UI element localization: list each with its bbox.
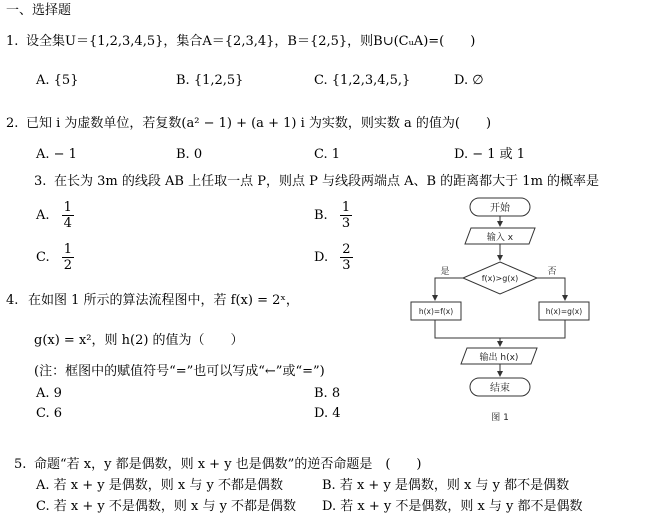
question-5-option-c: C. 若 x + y 不是偶数，则 x 与 y 不都是偶数 bbox=[36, 499, 297, 514]
option-label: B. bbox=[314, 208, 328, 223]
question-4-line-1: 在如图 1 所示的算法流程图中，若 f(x) = 2ˣ， bbox=[28, 293, 299, 308]
question-1-number: 1. bbox=[6, 34, 19, 49]
question-3-option-a bbox=[36, 200, 74, 231]
flowchart-figure bbox=[405, 192, 583, 428]
numerator: 1 bbox=[63, 242, 73, 257]
question-5-text: 命题“若 x，y 都是偶数，则 x + y 也是偶数”的逆否命题是 ( ) bbox=[34, 457, 422, 472]
denominator: 4 bbox=[63, 216, 72, 231]
fraction bbox=[340, 242, 352, 273]
question-4-option-d: D. 4 bbox=[314, 406, 341, 421]
fraction bbox=[62, 242, 74, 273]
numerator: 1 bbox=[341, 200, 351, 215]
flowchart-left-process-label: h(x)=f(x) bbox=[418, 307, 454, 316]
question-5-number: 5. bbox=[14, 457, 27, 472]
question-2-option-a: A. − 1 bbox=[36, 147, 77, 162]
flowchart-yes-label: 是 bbox=[440, 267, 450, 277]
denominator: 2 bbox=[63, 258, 73, 273]
question-3-option-d bbox=[314, 242, 353, 273]
question-4-number: 4. bbox=[6, 293, 19, 308]
denominator: 3 bbox=[341, 216, 351, 231]
question-2-text: 已知 i 为虚数单位，若复数(a² − 1) + (a + 1) i 为实数，则实数 a 的值为( ) bbox=[26, 116, 492, 131]
denominator: 3 bbox=[342, 258, 351, 273]
fraction bbox=[62, 200, 74, 231]
question-1-option-a: A. {5} bbox=[36, 73, 79, 88]
question-4-option-a: A. 9 bbox=[36, 386, 62, 401]
question-4-line-2: g(x) = x²，则 h(2) 的值为（ ） bbox=[34, 333, 244, 348]
numerator: 1 bbox=[63, 200, 72, 215]
question-5-option-b: B. 若 x + y 是偶数，则 x 与 y 都不是偶数 bbox=[322, 478, 570, 493]
question-2-option-c: C. 1 bbox=[314, 147, 341, 162]
question-2-option-d: D. − 1 或 1 bbox=[454, 147, 526, 162]
question-4-option-b: B. 8 bbox=[314, 386, 341, 401]
flowchart-end-label: 结束 bbox=[490, 383, 510, 394]
question-2-option-b: B. 0 bbox=[176, 147, 203, 162]
question-3-option-b bbox=[314, 200, 352, 231]
flowchart-condition-label: f(x)>g(x) bbox=[481, 274, 519, 283]
option-label: A. bbox=[36, 208, 50, 223]
question-4-option-c: C. 6 bbox=[36, 406, 63, 421]
question-5-option-a: A. 若 x + y 是偶数，则 x 与 y 不都是偶数 bbox=[36, 478, 283, 493]
question-1-option-b: B. {1,2,5} bbox=[176, 73, 244, 88]
flowchart-no-label: 否 bbox=[547, 267, 557, 277]
flowchart-right-process-label: h(x)=g(x) bbox=[545, 307, 583, 316]
question-1-option-d: D. ∅ bbox=[454, 73, 484, 88]
flowchart-caption: 图 1 bbox=[491, 413, 509, 423]
fraction bbox=[340, 200, 352, 231]
question-3-number: 3. bbox=[34, 174, 47, 189]
numerator: 2 bbox=[342, 242, 351, 257]
option-label: D. bbox=[314, 250, 329, 265]
flowchart-output-label: 输出 h(x) bbox=[479, 353, 519, 363]
flowchart-input-label: 输入 x bbox=[486, 233, 514, 243]
question-1-text: 设全集U＝{1,2,3,4,5}，集合A＝{2,3,4}，B＝{2,5}，则B∪(CᵤA)=( ) bbox=[26, 34, 476, 49]
question-2-number: 2. bbox=[6, 116, 19, 131]
question-4-note: (注：框图中的赋值符号“=”也可以写成“←”或“=”) bbox=[34, 364, 325, 379]
option-label: C. bbox=[36, 250, 50, 265]
question-5-option-d: D. 若 x + y 不是偶数，则 x 与 y 都不是偶数 bbox=[322, 499, 583, 514]
question-3-option-c bbox=[36, 242, 74, 273]
question-1-option-c: C. {1,2,3,4,5,} bbox=[314, 73, 411, 88]
flowchart-start-label: 开始 bbox=[490, 203, 510, 214]
section-title: 一、选择题 bbox=[6, 3, 72, 18]
question-3-text: 在长为 3m 的线段 AB 上任取一点 P，则点 P 与线段两端点 A、B 的距离都大于 1m 的概率是 bbox=[54, 174, 600, 189]
